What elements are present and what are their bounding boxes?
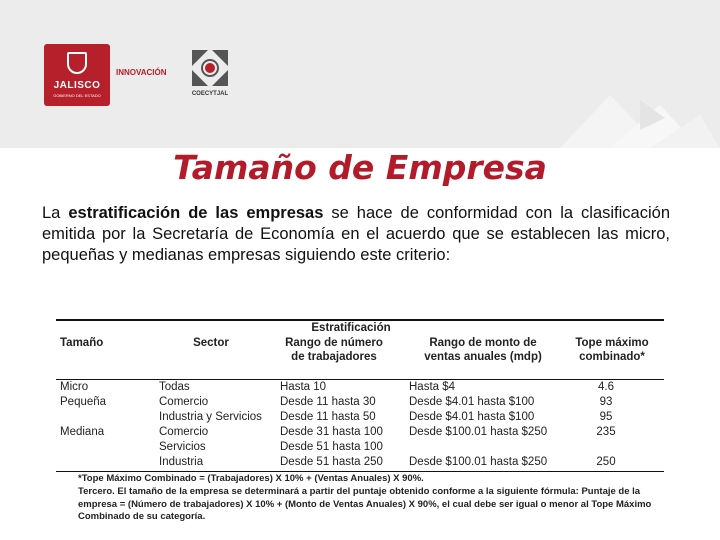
row6-tope: 250 — [596, 456, 616, 468]
coecytjal-label: COECYTJAL — [191, 91, 229, 97]
row4-sales: Desde $100.01 hasta $250 — [409, 426, 548, 438]
row5-workers: Desde 51 hasta 100 — [280, 441, 383, 453]
header-sales: Rango de monto de ventas anuales (mdp) — [424, 337, 542, 363]
row3-workers: Desde 11 hasta 50 — [280, 411, 376, 423]
table-header-rule — [56, 379, 664, 380]
header-workers: Rango de número de trabajadores — [285, 337, 383, 363]
row3-sector: Industria y Servicios — [159, 411, 262, 423]
row1-tope: 4.6 — [598, 381, 614, 393]
tercero-note: Tercero. El tamaño de la empresa se determinará a partir del puntaje obtenido conforme a la siguiente fórmula: Puntaje de la empresa = (Número de trabajadores) X 10% + (Monto de Ventas Anuales) X 90%, el cual debe ser igual o menor al Tope Máximo Combinado de su categoría. — [78, 486, 652, 522]
row2-workers: Desde 11 hasta 30 — [280, 396, 376, 408]
row6-sales: Desde $100.01 hasta $250 — [409, 456, 548, 468]
row4-sector: Comercio — [159, 426, 209, 438]
jalisco-logo — [44, 44, 110, 106]
coecytjal-logo-icon — [192, 50, 228, 86]
row1-size: Micro — [60, 381, 89, 393]
header-size: Tamaño — [60, 337, 104, 349]
row1-sales: Hasta $4 — [409, 381, 456, 393]
crest-icon — [67, 52, 87, 74]
page-title: Tamaño de Empresa — [173, 148, 547, 187]
tope-formula-note: *Tope Máximo Combinado = (Trabajadores) X 10% + (Ventas Anuales) X 90%. — [78, 473, 424, 484]
header-banner — [0, 0, 720, 148]
table-bottom-rule — [56, 471, 664, 472]
row2-tope: 93 — [599, 396, 613, 408]
innovacion-label: INNOVACIÓN — [116, 68, 167, 77]
row4-workers: Desde 31 hasta 100 — [280, 426, 383, 438]
jalisco-logo-name: JALISCO — [53, 80, 101, 91]
row6-workers: Desde 51 hasta 250 — [280, 456, 383, 468]
row4-size: Mediana — [60, 426, 105, 438]
row3-sales: Desde $4.01 hasta $100 — [409, 411, 535, 423]
header-tope: Tope máximo combinado* — [575, 337, 649, 363]
row2-size: Pequeña — [60, 396, 107, 408]
row2-sales: Desde $4.01 hasta $100 — [409, 396, 535, 408]
row6-sector: Industria — [159, 456, 204, 468]
row1-workers: Hasta 10 — [280, 381, 327, 393]
intro-paragraph — [42, 203, 670, 266]
paragraph-prefix: La — [42, 204, 69, 222]
paragraph-bold: estratificación de las empresas — [68, 204, 324, 222]
row5-sector: Servicios — [159, 441, 206, 453]
row3-tope: 95 — [599, 411, 613, 423]
jalisco-logo-subtitle: GOBIERNO DEL ESTADO — [53, 93, 101, 98]
paragraph-rest: se hace de conformidad con la clasificación emitida por la Secretaría de Economía en el acuerdo que se establecen las micro, pequeñas y medianas empresas siguiendo este criterio: — [42, 204, 671, 264]
row1-sector: Todas — [159, 381, 190, 393]
group-header: Estratificación — [311, 322, 391, 334]
row2-sector: Comercio — [159, 396, 209, 408]
row4-tope: 235 — [596, 426, 616, 438]
header-sector: Sector — [193, 337, 229, 349]
